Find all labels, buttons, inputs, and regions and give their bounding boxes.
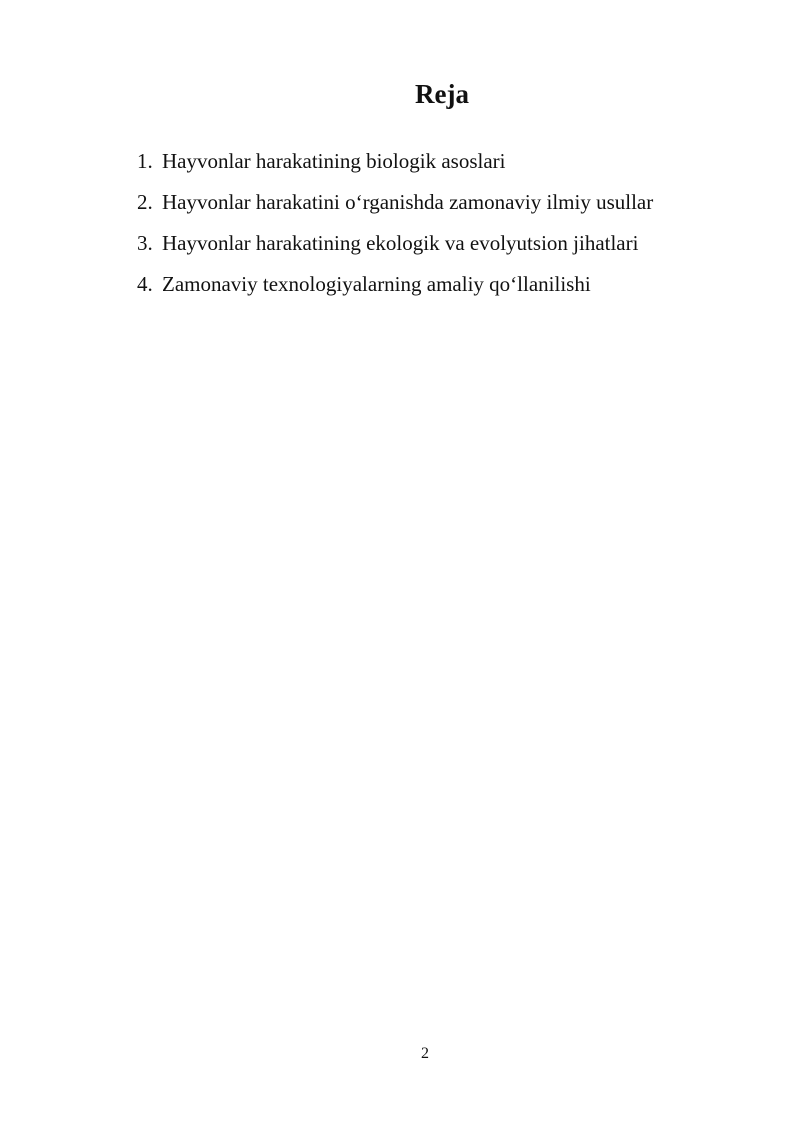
plan-item-4 xyxy=(137,269,653,310)
plan-item-number: 4. xyxy=(137,272,153,296)
page-title: Reja xyxy=(415,79,469,109)
plan-item-number: 2. xyxy=(137,190,153,214)
plan-item-2 xyxy=(137,187,653,228)
plan-item-3 xyxy=(137,228,653,269)
plan-list xyxy=(137,146,653,310)
plan-item-1 xyxy=(137,146,653,187)
plan-item-number: 1. xyxy=(137,149,153,173)
plan-item-text: Zamonaviy texnologiyalarning amaliy qo‘llanilishi xyxy=(162,272,591,296)
plan-item-text: Hayvonlar harakatining biologik asoslari xyxy=(162,149,506,173)
page-number: 2 xyxy=(421,1045,429,1062)
plan-item-number: 3. xyxy=(137,231,153,255)
plan-item-text: Hayvonlar harakatini o‘rganishda zamonaviy ilmiy usullar xyxy=(162,190,654,214)
plan-item-text: Hayvonlar harakatining ekologik va evolyutsion jihatlari xyxy=(162,231,639,255)
